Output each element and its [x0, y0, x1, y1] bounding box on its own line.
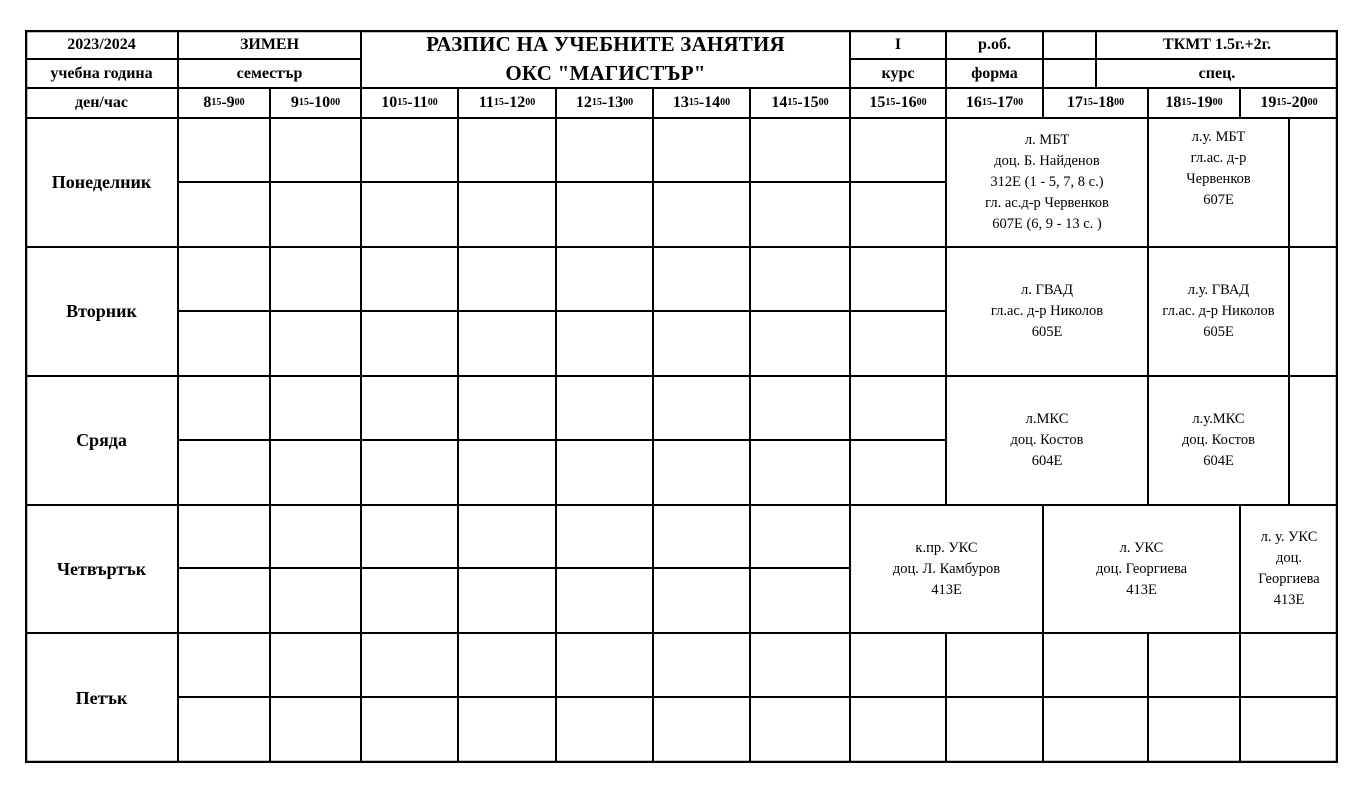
hour-part: 18: [1165, 94, 1182, 111]
form: р.об.: [978, 35, 1011, 53]
hour-part: 12: [509, 94, 526, 111]
hour-part: 19: [1196, 94, 1213, 111]
class-line: гл.ас. д-р Николов: [990, 303, 1104, 319]
class-line: л.у. МБТ: [1191, 129, 1246, 145]
class-line: л. у. УКС: [1260, 529, 1318, 545]
class-line: л.у.МКС: [1192, 411, 1245, 427]
day-hour-label: ден/час: [75, 94, 128, 111]
hour-part: 15: [869, 94, 886, 111]
hour-part: 14: [704, 94, 721, 111]
class-line: доц. Костов: [1010, 432, 1084, 448]
class-line: 604Е: [1203, 453, 1234, 469]
hour-header: 18 15 - 19 00: [1165, 94, 1223, 111]
hour-part: 9: [226, 94, 235, 111]
form-label: форма: [971, 64, 1018, 82]
hour-part: 13: [672, 94, 689, 111]
class-tuesday-lab: [1148, 247, 1289, 376]
class-tuesday-lecture: [946, 247, 1148, 376]
class-line: к.пр. УКС: [915, 539, 978, 556]
class-line: доц. Л. Камбуров: [892, 560, 1001, 577]
hour-part: 15: [802, 94, 819, 111]
class-thursday-lecture: [1043, 505, 1240, 633]
hour-header: 15 15 - 16 00: [869, 94, 927, 111]
hour-header: 9 15 - 10 00: [290, 94, 341, 111]
hour-header: 19 15 - 20 00: [1260, 94, 1318, 111]
class-line: 607Е: [1203, 192, 1234, 208]
hour-part: 14: [771, 94, 788, 111]
class-line: 604Е: [1031, 453, 1063, 469]
day-tuesday: Вторник: [66, 301, 137, 321]
hour-header: 8 15 - 9 00: [203, 94, 245, 111]
class-line: л. МБТ: [1024, 132, 1070, 148]
hour-header: 17 15 - 18 00: [1066, 94, 1125, 111]
day-wednesday: Сряда: [76, 430, 127, 450]
hour-part: 12: [575, 94, 592, 111]
hour-part: 16: [965, 94, 982, 111]
class-line: доц. Георгиева: [1095, 560, 1188, 577]
hour-header: 12 15 - 13 00: [575, 94, 634, 111]
hour-part: 19: [1260, 94, 1277, 111]
hour-part: 8: [203, 94, 212, 111]
day-monday: Понеделник: [51, 172, 152, 192]
day-friday: Петък: [75, 687, 128, 708]
day-thursday: Четвъртък: [56, 558, 147, 579]
class-line: 413Е: [1273, 592, 1305, 608]
academic-year: 2023/2024: [67, 35, 136, 53]
academic-year-label: учебна година: [50, 64, 153, 82]
class-line: 413Е: [1126, 581, 1157, 598]
page-subtitle: ОКС "МАГИСТЪР": [505, 61, 706, 85]
hour-header: 16 15 - 17 00: [965, 94, 1024, 111]
hour-part: 9: [290, 94, 299, 111]
hour-part: 20: [1291, 94, 1308, 111]
class-line: л. ГВАД: [1021, 282, 1073, 298]
semester-label: семестър: [236, 64, 303, 82]
hour-part: 10: [314, 94, 331, 111]
hour-part: 17: [1066, 94, 1083, 111]
class-wednesday-lab: [1148, 376, 1289, 505]
class-monday-lecture: [946, 118, 1148, 247]
class-line: л. УКС: [1119, 539, 1164, 556]
class-line: 312Е (1 - 5, 7, 8 с.): [990, 174, 1104, 190]
class-line: л.МКС: [1025, 411, 1069, 427]
course: I: [894, 35, 902, 53]
hour-part: 11: [412, 94, 428, 111]
class-line: 605Е: [1031, 324, 1063, 340]
hour-header: 13 15 - 14 00: [672, 94, 731, 111]
hour-part: 18: [1098, 94, 1115, 111]
class-line: гл.ас. д-р: [1190, 150, 1247, 166]
semester: ЗИМЕН: [239, 35, 300, 53]
class-line: Георгиева: [1258, 571, 1320, 587]
class-line: доц. Б. Найденов: [994, 153, 1100, 169]
class-line: л.у. ГВАД: [1187, 282, 1250, 298]
specialty: ТКМТ 1.5г.+2г.: [1162, 35, 1272, 53]
class-line: гл. ас.д-р Червенков: [985, 195, 1109, 211]
class-wednesday-lecture: [946, 376, 1148, 505]
course-label: курс: [881, 64, 915, 82]
class-line: 607Е (6, 9 - 13 с. ): [992, 216, 1102, 232]
hour-part: 11: [478, 94, 494, 111]
hour-part: 16: [900, 94, 917, 111]
schedule-table: [25, 30, 1338, 763]
page-title: РАЗПИС НА УЧЕБНИТЕ ЗАНЯТИЯ: [426, 32, 785, 56]
class-line: Червенков: [1186, 171, 1251, 187]
class-thursday-lab: [1240, 505, 1338, 633]
class-monday-lab: [1148, 118, 1289, 247]
hour-header: 10 15 - 11 00: [381, 94, 438, 111]
class-line: 605Е: [1203, 324, 1234, 340]
class-line: доц.: [1275, 550, 1302, 566]
hour-header: 11 15 - 12 00: [478, 94, 536, 111]
class-line: доц. Костов: [1182, 432, 1255, 448]
hour-part: 13: [607, 94, 624, 111]
hour-part: 10: [381, 94, 398, 111]
specialty-label: спец.: [1198, 64, 1236, 82]
hour-header: 14 15 - 15 00: [771, 94, 829, 111]
class-line: 413Е: [931, 581, 962, 598]
class-thursday-project: [850, 505, 1043, 633]
hour-part: 17: [997, 94, 1014, 111]
class-line: гл.ас. д-р Николов: [1162, 303, 1275, 319]
